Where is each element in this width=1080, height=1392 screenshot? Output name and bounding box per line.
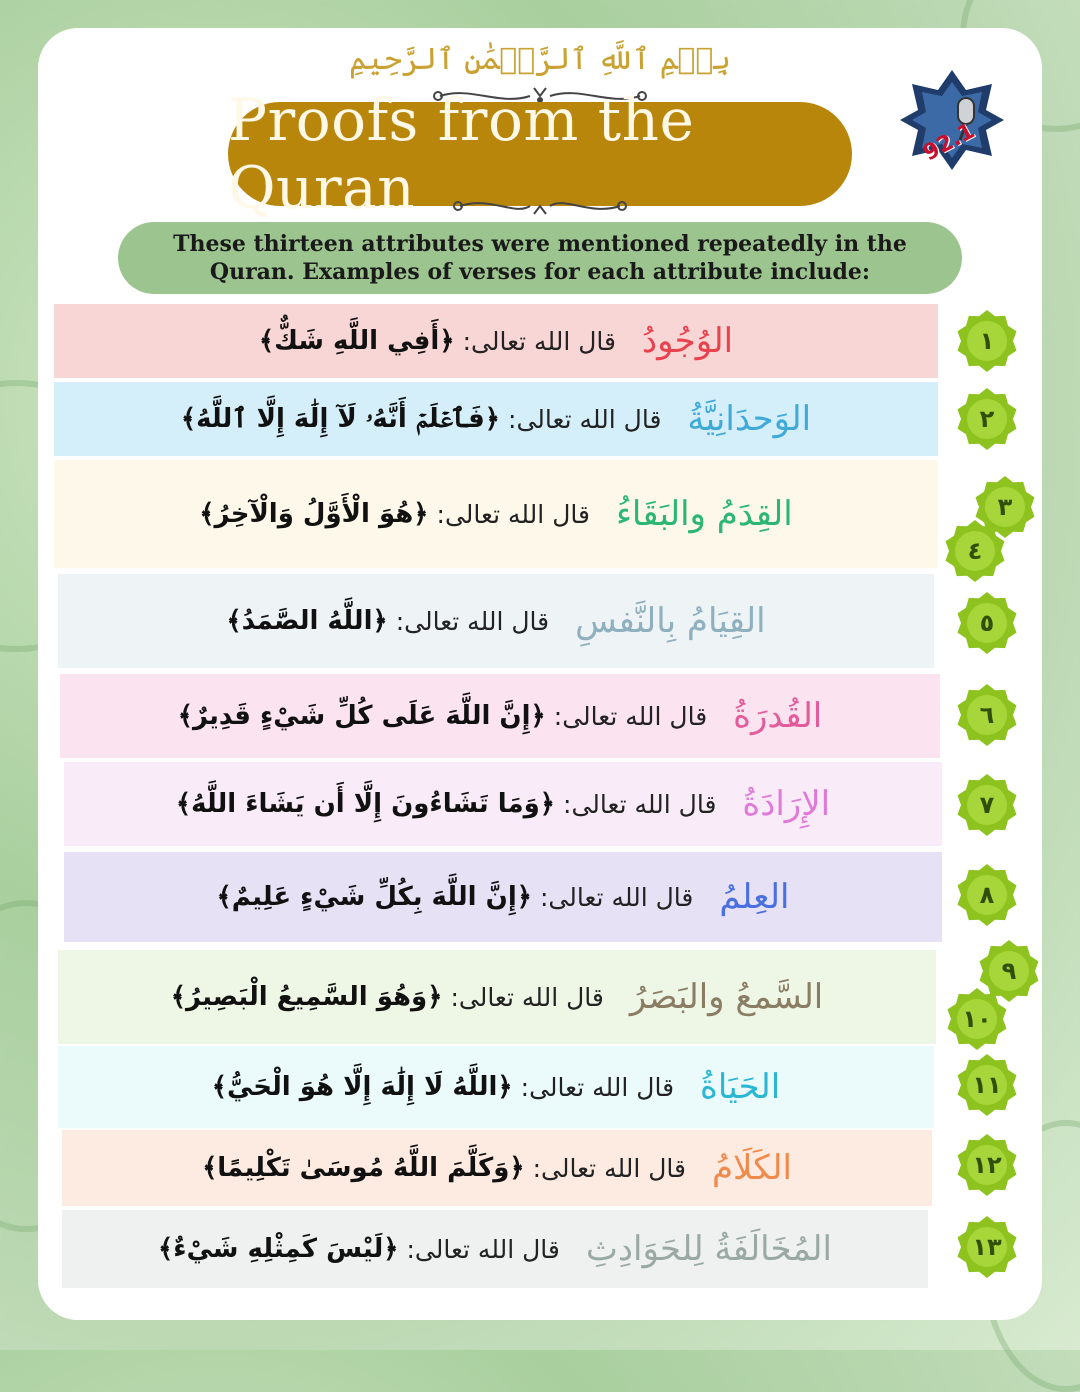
quran-verse: ﴿اللَّهُ الصَّمَدُ﴾: [226, 606, 388, 636]
quote-intro: قال الله تعالى:: [395, 606, 550, 636]
quote-intro: قال الله تعالى:: [436, 499, 590, 529]
badge-number: ١٣: [972, 1233, 1002, 1261]
intro-text: These thirteen attributes were mentioned repeatedly in the Quran. Examples of verses for each attribute include:: [173, 231, 907, 285]
quote-intro: قال الله تعالى:: [520, 1072, 675, 1102]
attribute-row: [62, 1210, 928, 1288]
quote-intro: قال الله تعالى:: [539, 882, 694, 912]
attribute-row: [58, 950, 936, 1044]
page-title: Proofs from the Quran: [228, 86, 695, 222]
badge-number: ٨: [979, 881, 995, 909]
quran-verse: ﴿هُوَ الْأَوَّلُ وَالْآخِرُ﴾: [199, 499, 429, 529]
radio-logo: [900, 68, 1004, 172]
attribute-name: القُدرَةُ: [733, 696, 823, 736]
attribute-row: [64, 852, 942, 942]
attribute-name: الحَيَاةُ: [700, 1067, 781, 1107]
logo-star-icon: [900, 68, 1004, 172]
quran-verse: ﴿اللَّهُ لَا إِلَٰهَ إِلَّا هُوَ الْحَيُّ﴾: [211, 1072, 513, 1102]
logo-frequency: 92.1: [919, 118, 979, 167]
quran-verse: ﴿إِنَّ اللَّهَ عَلَى كُلِّ شَيْءٍ قَدِيرٌ﴾: [177, 701, 546, 731]
number-badge: [946, 988, 1008, 1050]
quran-verse: ﴿وَكَلَّمَ اللَّهُ مُوسَىٰ تَكْلِيمًا﴾: [202, 1153, 525, 1183]
attribute-name: العِلمُ: [719, 877, 790, 917]
quote-intro: قال الله تعالى:: [508, 404, 662, 434]
attribute-name: القِيَامُ بِالنَّفسِ: [575, 601, 766, 641]
number-badge: [956, 774, 1018, 836]
badge-number: ٧: [979, 791, 995, 819]
attribute-name: القِدَمُ والبَقَاءُ: [615, 494, 793, 534]
attribute-name: الوُجُودُ: [641, 321, 734, 361]
attribute-row: [58, 1046, 934, 1128]
quote-intro: قال الله تعالى:: [462, 326, 616, 356]
ornament-divider-bottom: [430, 194, 650, 218]
number-badge: [956, 684, 1018, 746]
attribute-row: [58, 574, 934, 668]
number-badge: [944, 520, 1006, 582]
quran-verse: ﴿لَيْسَ كَمِثْلِهِ شَيْءٌ﴾: [158, 1234, 399, 1264]
quran-verse: ﴿إِنَّ اللَّهَ بِكُلِّ شَيْءٍ عَلِيمٌ﴾: [216, 882, 532, 912]
attribute-row: [54, 460, 938, 568]
attribute-row: [64, 762, 942, 846]
badge-number: ٦: [979, 701, 995, 729]
number-badge: [956, 388, 1018, 450]
quote-intro: قال الله تعالى:: [450, 982, 604, 1012]
attribute-name: الوَحدَانِيَّةُ: [687, 399, 812, 439]
attribute-name: السَّمعُ والبَصَرُ: [629, 977, 824, 1017]
number-badge: [956, 864, 1018, 926]
badge-number: ٢: [979, 405, 995, 433]
badge-number: ٥: [979, 609, 995, 637]
attribute-row: [62, 1130, 932, 1206]
attribute-name: الإِرَادَةُ: [742, 784, 831, 824]
quote-intro: قال الله تعالى:: [553, 701, 708, 731]
badge-number: ١٠: [962, 1005, 992, 1033]
quran-verse: ﴿أَفِي اللَّهِ شَكٌّ﴾: [258, 326, 455, 356]
quote-intro: قال الله تعالى:: [406, 1234, 560, 1264]
quote-intro: قال الله تعالى:: [563, 789, 717, 819]
quran-verse: ﴿وَمَا تَشَاءُونَ إِلَّا أَن يَشَاءَ اللَّهُ﴾: [175, 789, 556, 819]
number-badge: [956, 310, 1018, 372]
attribute-row: [60, 674, 940, 758]
number-badge: [956, 592, 1018, 654]
attribute-row: [54, 382, 938, 456]
attribute-name: الكَلَامُ: [712, 1148, 792, 1188]
badge-number: ١: [979, 327, 995, 355]
number-badge: [956, 1054, 1018, 1116]
quran-verse: ﴿فَٱعۡلَمۡ أَنَّهُۥ لَآ إِلَٰهَ إِلَّا ٱللَّهُ﴾: [180, 403, 501, 434]
quran-verse: ﴿وَهُوَ السَّمِيعُ الْبَصِيرُ﴾: [170, 982, 443, 1012]
intro-banner: [118, 222, 962, 294]
attribute-name: المُخَالَفَةُ لِلحَوَادِثِ: [585, 1229, 832, 1269]
badge-number: ٤: [967, 537, 983, 565]
bismillah-calligraphy: بِسۡمِ ٱللَّهِ ٱلرَّحۡمَٰنِ ٱلرَّحِيمِ: [349, 42, 731, 77]
badge-number: ٣: [997, 493, 1013, 521]
quote-intro: قال الله تعالى:: [532, 1153, 686, 1183]
attribute-row: [54, 304, 938, 378]
badge-number: ١١: [972, 1071, 1002, 1099]
number-badge: [956, 1134, 1018, 1196]
badge-number: ١٢: [972, 1151, 1002, 1179]
number-badge: [956, 1216, 1018, 1278]
title-banner: [228, 86, 852, 222]
badge-number: ٩: [1001, 957, 1017, 985]
